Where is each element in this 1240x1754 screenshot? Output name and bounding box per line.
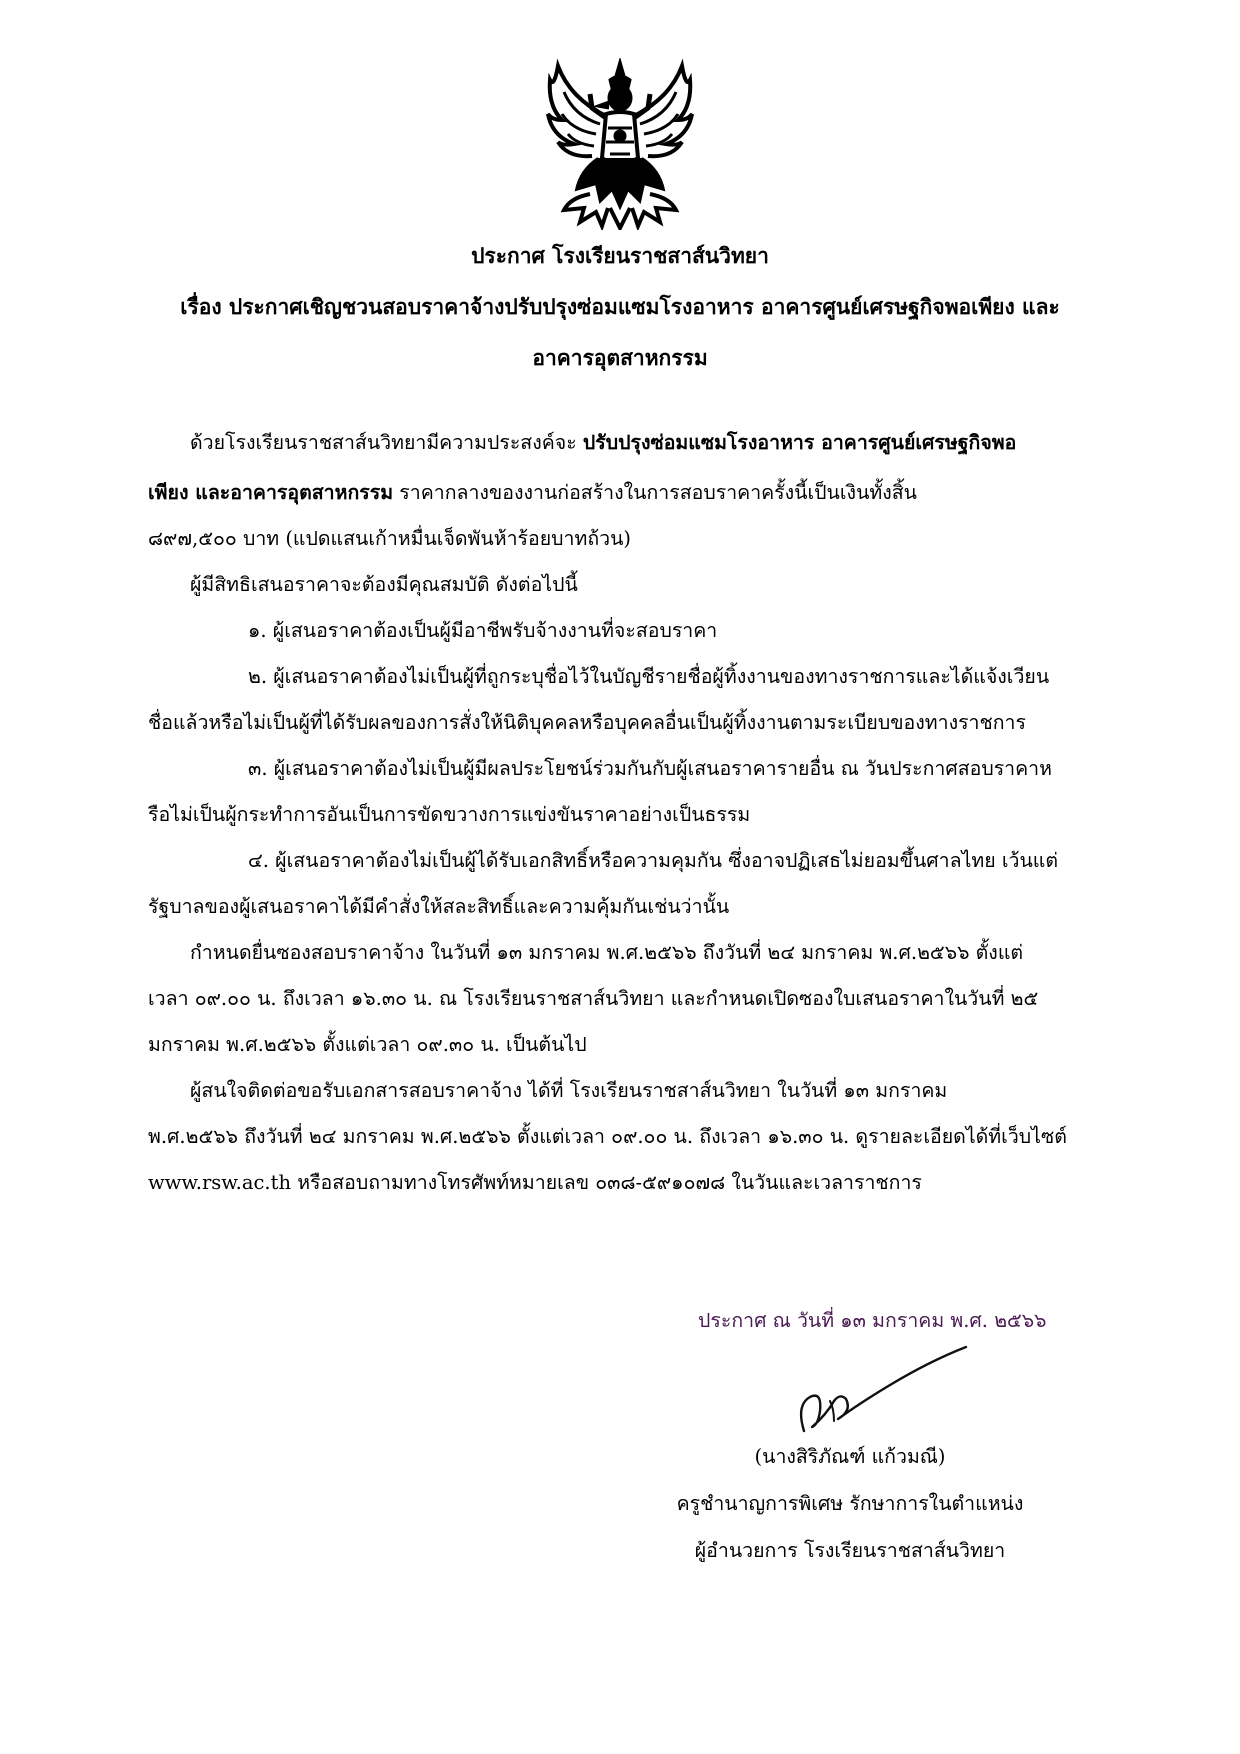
submission-schedule-line3: มกราคม พ.ศ.๒๕๖๖ ตั้งแต่เวลา ๐๙.๓๐ น. เป็นต้นไป <box>148 1033 587 1056</box>
paragraph-1-line1 <box>190 427 1016 458</box>
project-name-bold-cont: เพียง และอาคารอุตสาหกรรม <box>148 481 394 504</box>
contact-info-line2: พ.ศ.๒๕๖๖ ถึงวันที่ ๒๔ มกราคม พ.ศ.๒๕๖๖ ตั้งแต่เวลา ๐๙.๐๐ น. ถึงเวลา ๑๖.๓๐ น. ดูรายละเอียดได้ที่เว็บไซต์ <box>148 1125 1067 1148</box>
signatory-position-1: ครูชำนาญการพิเศษ รักษาการในตำแหน่ง <box>676 1492 1024 1515</box>
submission-schedule-line2: เวลา ๐๙.๐๐ น. ถึงเวลา ๑๖.๓๐ น. ณ โรงเรียนราชสาส์นวิทยา และกำหนดเปิดซองใบเสนอราคาในวันที่ ๒๕ <box>148 987 1039 1010</box>
qualification-item-4-line2: รัฐบาลของผู้เสนอราคาได้มีคำสั่งให้สละสิทธิ์และความคุ้มกันเช่นว่านั้น <box>148 895 730 918</box>
qualification-item-3-line2: รือไม่เป็นผู้กระทำการอันเป็นการขัดขวางการแข่งขันราคาอย่างเป็นธรรม <box>148 803 751 826</box>
qualification-item-4-line1: ๔. ผู้เสนอราคาต้องไม่เป็นผู้ได้รับเอกสิทธิ์หรือความคุมกัน ซึ่งอาจปฏิเสธไม่ยอมขึ้นศาลไทย เว้นแต่ <box>248 849 1059 872</box>
qualifications-intro: ผู้มีสิทธิเสนอราคาจะต้องมีคุณสมบัติ ดังต่อไปนี้ <box>190 573 578 596</box>
paragraph-1-text-cont: ราคากลางของงานก่อสร้างในการสอบราคาครั้งนี้เป็นเงินทั้งสิ้น <box>393 481 918 504</box>
garuda-emblem-icon <box>540 58 700 230</box>
signatory-position-2: ผู้อำนวยการ โรงเรียนราชสาส์นวิทยา <box>694 1539 1006 1562</box>
handwritten-signature <box>790 1345 980 1440</box>
announcement-title: ประกาศ โรงเรียนราชสาส์นวิทยา <box>471 243 769 268</box>
contact-info-line3: www.rsw.ac.th หรือสอบถามทางโทรศัพท์หมายเลข ๐๓๘-๕๙๑๐๗๘ ในวันและเวลาราชการ <box>148 1171 922 1194</box>
budget-line: ๘๙๗,๕๐๐ บาท (แปดแสนเก้าหมื่นเจ็ดพันห้าร้อยบาทถ้วน) <box>148 527 632 550</box>
announcement-subject-line2: อาคารอุตสาหกรรม <box>532 345 708 370</box>
qualification-item-3-line1: ๓. ผู้เสนอราคาต้องไม่เป็นผู้มีผลประโยชน์ร่วมกันกับผู้เสนอราคารายอื่น ณ วันประกาศสอบราคาห <box>248 757 1052 780</box>
announcement-subject-line1: เรื่อง ประกาศเชิญชวนสอบราคาจ้างปรับปรุงซ่อมแซมโรงอาหาร อาคารศูนย์เศรษฐกิจพอเพียง และ <box>180 294 1060 319</box>
contact-info-line1: ผู้สนใจติดต่อขอรับเอกสารสอบราคาจ้าง ได้ที่ โรงเรียนราชสาส์นวิทยา ในวันที่ ๑๓ มกราคม <box>190 1079 948 1102</box>
project-name-bold: ปรับปรุงซ่อมแซมโรงอาหาร อาคารศูนย์เศรษฐกิจพอ <box>582 431 1017 454</box>
announcement-date: ประกาศ ณ วันที่ ๑๓ มกราคม พ.ศ. ๒๕๖๖ <box>698 1309 1047 1332</box>
signatory-name: (นางสิริภัณฑ์ แก้วมณี) <box>754 1445 946 1468</box>
qualification-item-2-line1: ๒. ผู้เสนอราคาต้องไม่เป็นผู้ที่ถูกระบุชื่อไว้ในบัญชีรายชื่อผู้ทิ้งงานของทางราชการและได้แจ้งเวียน <box>248 665 1050 688</box>
qualification-item-2-line2: ชื่อแล้วหรือไม่เป็นผู้ที่ได้รับผลของการสั่งให้นิติบุคคลหรือบุคคลอื่นเป็นผู้ทิ้งงานตามระเบียบของทางราชการ <box>148 711 1026 734</box>
paragraph-1-line2 <box>148 477 917 508</box>
qualification-item-1: ๑. ผู้เสนอราคาต้องเป็นผู้มีอาชีพรับจ้างงานที่จะสอบราคา <box>248 619 718 642</box>
submission-schedule-line1: กำหนดยื่นซองสอบราคาจ้าง ในวันที่ ๑๓ มกราคม พ.ศ.๒๕๖๖ ถึงวันที่ ๒๔ มกราคม พ.ศ.๒๕๖๖ ตั้งแต่ <box>190 941 1024 964</box>
paragraph-1-text: ด้วยโรงเรียนราชสาส์นวิทยามีความประสงค์จะ <box>190 431 583 454</box>
